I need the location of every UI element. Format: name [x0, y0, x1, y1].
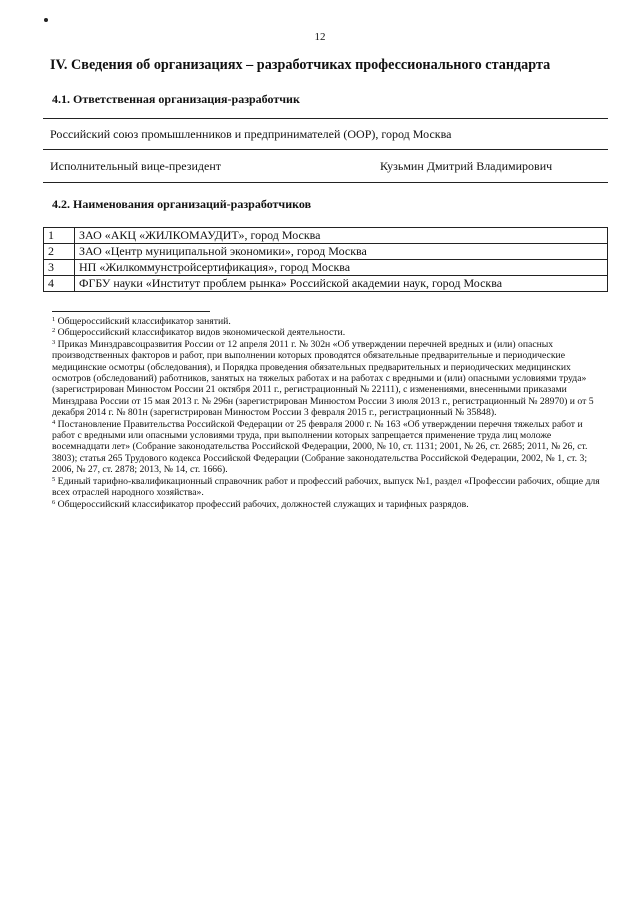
developer-orgs-table	[43, 227, 608, 292]
responsible-position: Исполнительный вице-президент	[50, 159, 222, 173]
footnote-text: Единый тарифно-квалификационный справочник работ и профессий рабочих, выпуск №1, раздел «Профессии рабочих, общие для всех отраслей народного хозяйства».	[52, 475, 600, 499]
org-name: ЗАО «Центр муниципальной экономики», город Москва	[75, 244, 608, 260]
row-number: 2	[44, 244, 75, 260]
table-row	[44, 244, 608, 260]
table-row	[44, 276, 608, 292]
responsible-person-name: Кузьмин Дмитрий Владимирович	[380, 159, 553, 173]
footnote-mark: 4	[52, 418, 56, 426]
org-name: ЗАО «АКЦ «ЖИЛКОМАУДИТ», город Москва	[75, 228, 608, 244]
footnote	[52, 499, 607, 510]
footnote-mark: 6	[52, 498, 56, 506]
developer-orgs-heading: 4.2. Наименования организаций-разработчиков	[52, 197, 312, 211]
footnote	[52, 339, 607, 419]
table-row	[44, 260, 608, 276]
footnote-mark: 2	[52, 327, 56, 335]
footnote-text: Общероссийский классификатор профессий рабочих, должностей служащих и тарифных разрядов.	[57, 498, 469, 510]
footnote-text: Общероссийский классификатор видов экономической деятельности.	[57, 327, 346, 339]
row-number: 4	[44, 276, 75, 292]
footnote	[52, 327, 607, 338]
row-number: 1	[44, 228, 75, 244]
footnote-separator	[52, 311, 210, 312]
footnote-text: Приказ Минздравсоцразвития России от 12 апреля 2011 г. № 302н «Об утверждении перечней вредных и (или) опасных производственных факторов и работ, при выполнении которых проводятся обязательные предварительные и периодические медицинские осмотры (обследования), и Порядка проведения обязательных предварительных и периодических медицинских осмотров (обследований) работников, занятых на тяжелых работах и на работах с вредными и (или) опасными условиями труда» (зарегистрирован Минюстом России 21 октября 2011 г., регистрационный № 22111), с изменениями, внесенными приказами Минздрава России от 15 мая 2013 г. № 296н (зарегистрирован Минюстом России 3 июля 2013 г., регистрационный № 28970) и от 5 декабря 2014 г. № 801н (зарегистрирован Минюстом России 3 февраля 2015 г., регистрационный № 35848).	[52, 338, 594, 419]
responsible-org-box	[43, 118, 608, 183]
org-name: ФГБУ науки «Институт проблем рынка» Российской академии наук, город Москва	[75, 276, 608, 292]
footnote-text: Постановление Правительства Российской Федерации от 25 февраля 2000 г. № 163 «Об утверждении перечня тяжелых работ и работ с вредными или опасными условиями труда, при выполнении которых запрещается применение труда лиц моложе восемнадцати лет» (Собрание законодательства Российской Федерации, 2000, № 10, ст. 1131; 2001, № 26, ст. 2685; 2011, № 26, ст. 3803); статья 265 Трудового кодекса Российской Федерации (Собрание законодательства Российской Федерации, 2002, № 1, ст. 3; 2006, № 27, ст. 2878; 2013, № 14, ст. 1666).	[52, 418, 588, 476]
footnote-mark: 5	[52, 475, 56, 483]
footnote	[52, 316, 607, 327]
responsible-org-name: Российский союз промышленников и предпринимателей (ООР), город Москва	[50, 127, 452, 141]
footnote	[52, 476, 607, 499]
row-number: 3	[44, 260, 75, 276]
responsible-org-heading: 4.1. Ответственная организация-разработчик	[52, 92, 300, 106]
footnotes	[52, 316, 607, 510]
responsible-org-divider	[43, 149, 608, 150]
section-title: IV. Сведения об организациях – разработчиках профессионального стандарта	[50, 57, 551, 73]
table-row	[44, 228, 608, 244]
scan-speck	[44, 18, 48, 22]
org-name: НП «Жилкоммунстройсертификация», город Москва	[75, 260, 608, 276]
page-number: 12	[314, 31, 326, 43]
footnote-mark: 3	[52, 338, 56, 346]
footnote-mark: 1	[52, 316, 56, 323]
footnote	[52, 419, 607, 476]
footnote-text: Общероссийский классификатор занятий.	[57, 316, 231, 327]
